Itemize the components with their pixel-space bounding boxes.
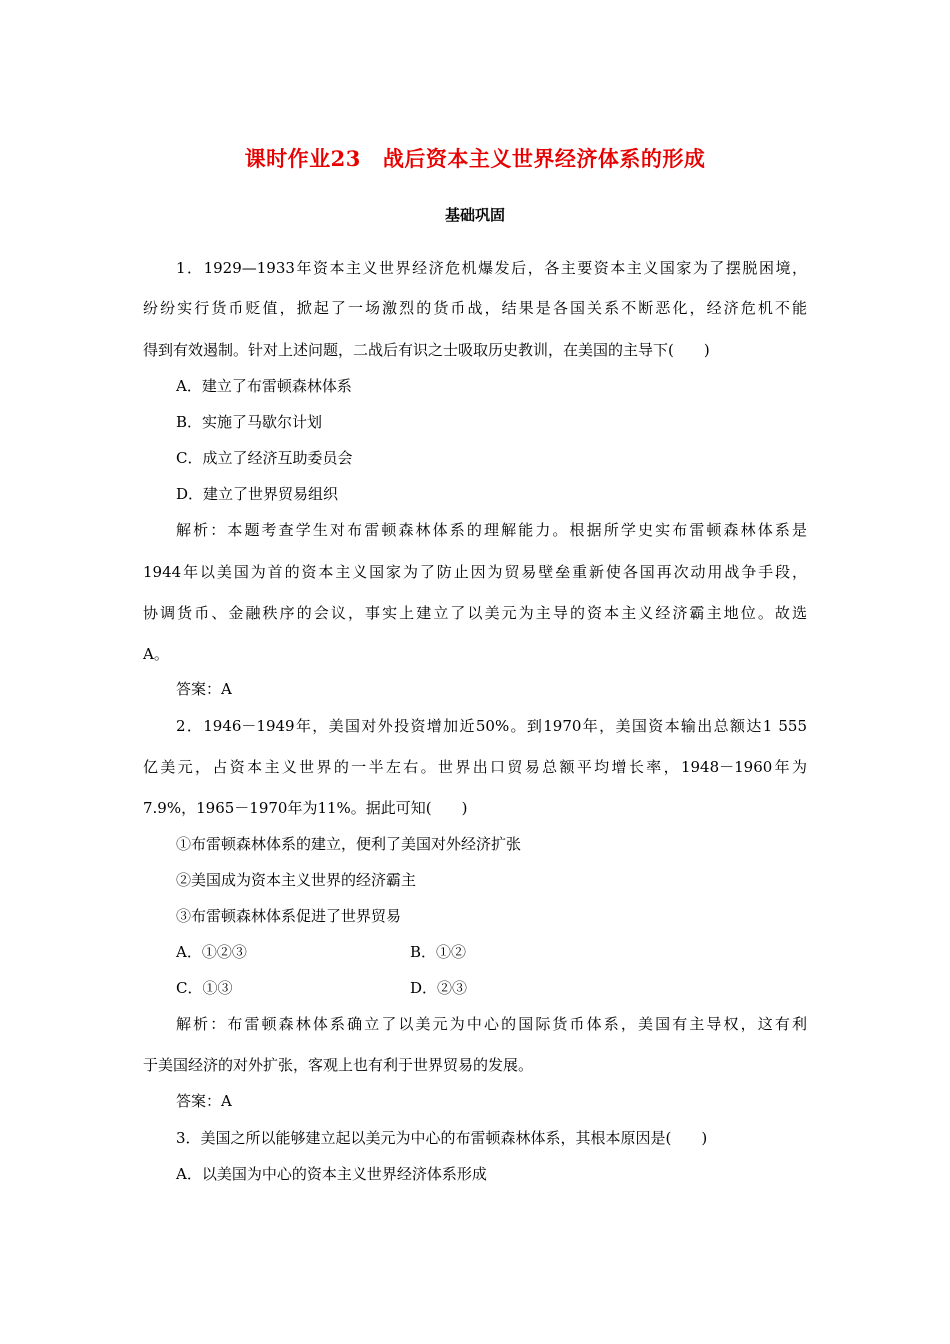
q1-analysis-line-2: 1944年以美国为首的资本主义国家为了防止因为贸易壁垒重新使各国再次动用战争手段， — [143, 563, 807, 581]
q2-analysis-line-2: 于美国经济的对外扩张，客观上也有利于世界贸易的发展。 — [143, 1056, 534, 1074]
q2-option-a: A．①②③ — [176, 943, 247, 961]
q1-analysis-line-4: A。 — [143, 645, 169, 663]
q2-stem-line-1: 2．1946－1949年，美国对外投资增加近50%。到1970年，美国资本输出总额达1 555 — [176, 717, 807, 735]
q1-stem-line-2: 纷纷实行货币贬值，掀起了一场激烈的货币战，结果是各国关系不断恶化，经济危机不能 — [143, 299, 807, 317]
q2-answer: 答案：A — [176, 1092, 232, 1110]
q2-option-c: C．①③ — [176, 979, 233, 997]
q2-item-3: ③布雷顿森林体系促进了世界贸易 — [176, 907, 402, 925]
q2-item-1: ①布雷顿森林体系的建立，便利了美国对外经济扩张 — [176, 835, 522, 853]
q2-stem-line-2: 亿美元，占资本主义世界的一半左右。世界出口贸易总额平均增长率，1948－1960年为 — [143, 758, 807, 776]
title-number: 课时作业23 — [244, 146, 361, 171]
q1-option-d: D．建立了世界贸易组织 — [176, 485, 339, 503]
q2-item-2: ②美国成为资本主义世界的经济霸主 — [176, 871, 417, 889]
q1-analysis-line-3: 协调货币、金融秩序的会议，事实上建立了以美元为主导的资本主义经济霸主地位。故选 — [143, 604, 807, 622]
q1-answer: 答案：A — [176, 680, 232, 698]
q2-option-b: B．①② — [410, 943, 467, 961]
q2-analysis-line-1: 解析：布雷顿森林体系确立了以美元为中心的国际货币体系，美国有主导权，这有利 — [176, 1015, 807, 1033]
q1-option-a: A．建立了布雷顿森林体系 — [176, 377, 352, 395]
q1-analysis-line-1: 解析：本题考查学生对布雷顿森林体系的理解能力。根据所学史实布雷顿森林体系是 — [176, 521, 807, 539]
title-topic: 战后资本主义世界经济体系的形成 — [382, 146, 706, 171]
q2-stem-line-3: 7.9%，1965－1970年为11%。据此可知( ) — [143, 799, 468, 817]
q2-option-d: D．②③ — [410, 979, 468, 997]
q1-stem-line-1: 1．1929—1933年资本主义世界经济危机爆发后，各主要资本主义国家为了摆脱困境， — [176, 259, 807, 277]
q1-option-b: B．实施了马歇尔计划 — [176, 413, 323, 431]
page-title — [0, 143, 950, 173]
q1-option-c: C．成立了经济互助委员会 — [176, 449, 353, 467]
q3-stem-line-1: 3．美国之所以能够建立起以美元为中心的布雷顿森林体系，其根本原因是( ) — [176, 1129, 708, 1147]
q1-stem-line-3: 得到有效遏制。针对上述问题，二战后有识之士吸取历史教训，在美国的主导下( ) — [143, 341, 710, 359]
q3-option-a: A．以美国为中心的资本主义世界经济体系形成 — [176, 1165, 487, 1183]
section-heading: 基础巩固 — [444, 206, 505, 224]
